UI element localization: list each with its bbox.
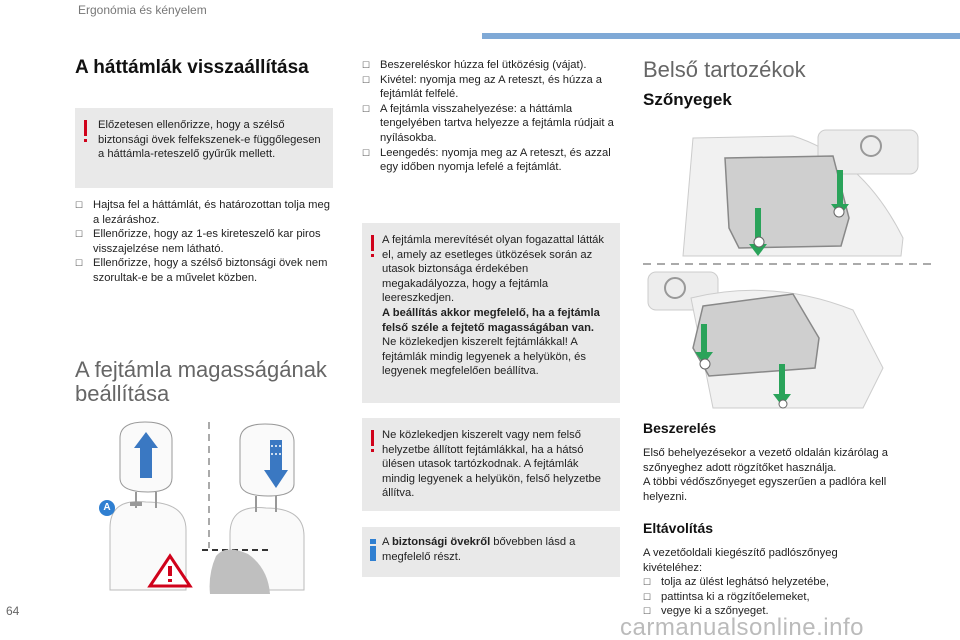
figure-label-A: A <box>99 500 115 516</box>
warning-box-seatbelt <box>75 108 333 188</box>
warning-icon <box>371 235 374 251</box>
info-text-pre: A <box>382 536 389 548</box>
list-item: ☐ Leengedés: nyomja meg az A reteszt, és azzal egy időben nyomja lefelé a fejtámlát. <box>362 146 622 175</box>
list-item: ☐ Ellenőrizze, hogy az 1-es kireteszelő kar piros visszajelzése nem látható. <box>75 227 337 256</box>
warning-text: Ne közlekedjen kiszerelt vagy nem felső helyzetbe állított fejtámlákkal, ha a hátsó ülésen utasok tartózkodnak. A fejtámlák mindig legyenek a helyükön, felső helyzetbe állítva. <box>382 429 601 500</box>
headrest-steps-list <box>362 58 622 175</box>
section-title-interior: Belső tartozékok <box>643 57 806 82</box>
page-number: 64 <box>6 604 20 618</box>
list-item: ☐ pattintsa ki a rögzítőelemeket, <box>643 590 903 605</box>
subsection-title-install: Beszerelés <box>643 420 717 436</box>
running-header: Ergonómia és kényelem <box>78 3 207 17</box>
watermark: carmanualsonline.info <box>620 614 864 640</box>
warning-icon <box>371 430 374 446</box>
warning-text: A fejtámla merevítését olyan fogazattal látták el, amely az esetleges ütközések során az utasok biztonsága érdekében megakadályozza, hogy a fejtámla leereszkedjen. <box>382 234 605 305</box>
list-item: ☐ vegye ki a szőnyeget. <box>643 604 903 619</box>
warning-box-rear-passengers <box>362 418 620 511</box>
info-box-seatbelts <box>362 527 620 577</box>
info-text-post: bővebben lásd a megfelelő részt. <box>382 536 576 563</box>
list-item: ☐ A fejtámla visszahelyezése: a háttámla tengelyében tartva helyezze a fejtámla rúdjait a nyílásokba. <box>362 102 622 146</box>
removal-steps-list <box>643 575 903 619</box>
install-text: Első behelyezésekor a vezető oldalán kizárólag a szőnyeghez adott rögzítőket használja. A többi védőszőnyeget egyszerűen a padlóra kell helyezni. <box>643 447 889 503</box>
subsection-title-mats: Szőnyegek <box>643 90 732 109</box>
warning-text-tail: Ne közlekedjen kiszerelt fejtámlákkal! A fejtámlák mindig legyenek a helyükön, és legyenek megfelelően beállítva. <box>382 336 586 378</box>
list-item: ☐ Kivétel: nyomja meg az A reteszt, és húzza a fejtámlát felfelé. <box>362 73 622 102</box>
removal-intro: A vezetőoldali kiegészítő padlószőnyeg kivételéhez: <box>643 547 838 574</box>
warning-box-headrest-gear <box>362 223 620 403</box>
info-text-bold: biztonsági övekről <box>391 536 491 548</box>
subsection-title-removal: Eltávolítás <box>643 520 714 536</box>
headrest-figure <box>90 418 310 598</box>
list-item: ☐ Hajtsa fel a háttámlát, és határozottan tolja meg a lezáráshoz. <box>75 198 337 227</box>
list-item: ☐ tolja az ülést leghátsó helyzetébe, <box>643 575 903 590</box>
warning-text: Előzetesen ellenőrizze, hogy a szélső biztonsági övek felfekszenek-e függőlegesen a háttámla-reteszelő gyűrűk mellett. <box>98 119 321 161</box>
floor-mats-figure <box>643 118 933 414</box>
info-icon <box>369 539 377 561</box>
header-accent-bar <box>482 33 960 39</box>
section-title-backrest: A háttámlák visszaállítása <box>75 57 309 78</box>
section-title-headrest: A fejtámla magasságának beállítása <box>75 357 327 406</box>
list-item: ☐ Beszereléskor húzza fel ütközésig (vájat). <box>362 58 622 73</box>
warning-emphasis: A beállítás akkor megfelelő, ha a fejtámla felső széle a fejtető magasságában van. <box>382 306 600 334</box>
backrest-steps-list <box>75 198 337 286</box>
list-item: ☐ Ellenőrizze, hogy a szélső biztonsági övek nem szorultak-e be a művelet közben. <box>75 256 337 285</box>
warning-icon <box>84 120 87 136</box>
